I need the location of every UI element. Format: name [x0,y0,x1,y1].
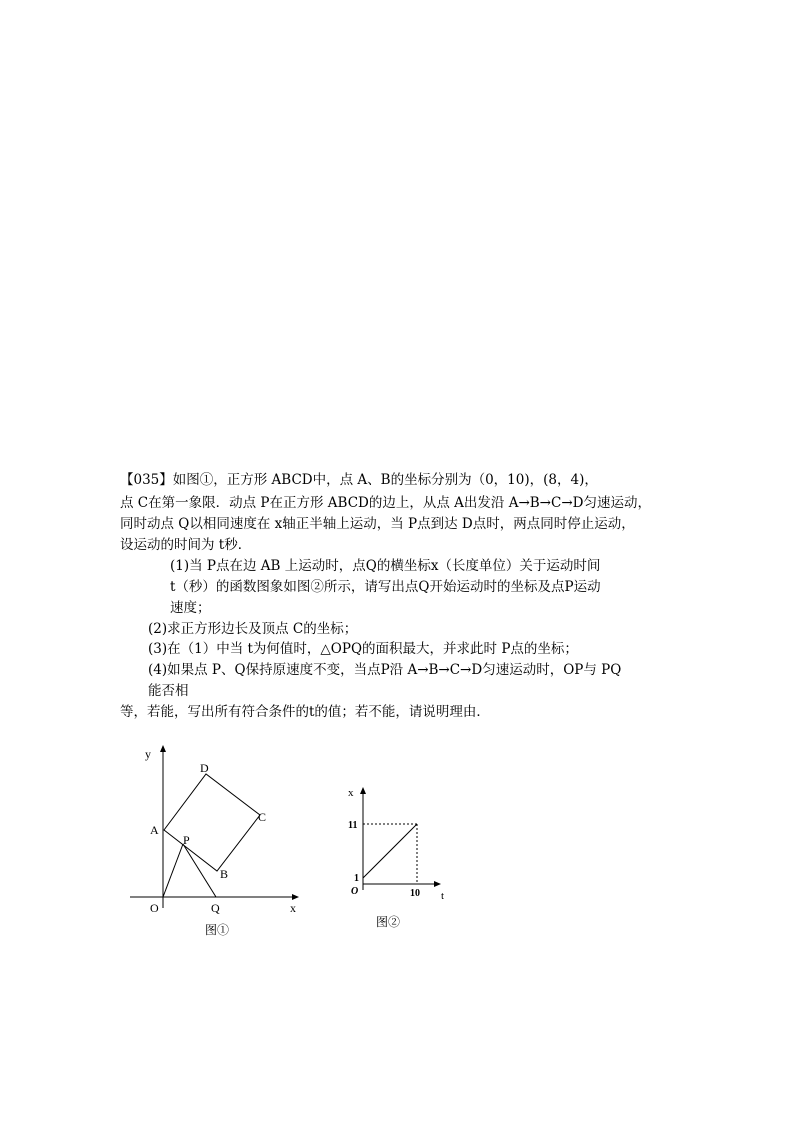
segment-op [163,844,183,897]
label-10: 10 [410,888,420,899]
problem-line-7: 速度； [170,600,211,616]
label-c: C [258,810,267,824]
problem-line-2: 点 C在第一象限．动点 P在正方形 ABCD的边上，从点 A出发沿 A→B→C→D匀速运动， [120,495,651,511]
label-11: 11 [348,820,358,831]
problem-line-4: 设运动的时间为 t秒． [120,537,252,553]
figure-1-diagram [120,738,320,918]
label-b: B [220,867,229,881]
label-1: 1 [354,873,359,884]
problem-line-3: 同时动点 Q以相同速度在 x轴正半轴上运动，当 P点到达 D点时，两点同时停止运动， [120,516,635,532]
problem-line-11: 能否相 [148,683,189,699]
segment-pq [183,844,216,897]
label-p: P [183,833,190,847]
problem-line-1: 【035】如图①，正方形 ABCD中，点 A、B的坐标分别为（0，10)，(8，4)， [120,472,598,488]
figure-2-caption: 图② [376,915,401,929]
problem-line-5: (1)当 P点在边 AB 上运动时，点Q的横坐标x（长度单位）关于运动时间 [170,558,601,574]
label-q: Q [211,901,220,915]
problem-line-9: (3)在（1）中当 t为何值时，△OPQ的面积最大，并求此时 P点的坐标； [148,641,578,657]
label-d: D [200,761,209,775]
problem-line-12: 等，若能，写出所有符合条件的t的值；若不能，请说明理由． [120,704,490,720]
figure-2-graph [340,780,460,905]
problem-line-8: (2)求正方形边长及顶点 C的坐标； [148,621,358,637]
label-t-axis: t [441,890,445,902]
label-o: O [150,901,159,915]
problem-line-10: (4)如果点 P、Q保持原速度不变，当点P沿 A→B→C→D匀速运动时，OP与 PQ [148,662,622,678]
label-origin: O [351,886,359,897]
label-x-axis: x [348,787,354,799]
problem-line-6: t（秒）的函数图象如图②所示，请写出点Q开始运动时的坐标及点P运动 [170,579,601,595]
label-a: A [150,823,159,837]
function-line [363,824,417,878]
figure-1-caption: 图① [205,923,230,937]
label-x: x [290,901,296,915]
label-y: y [145,747,151,761]
